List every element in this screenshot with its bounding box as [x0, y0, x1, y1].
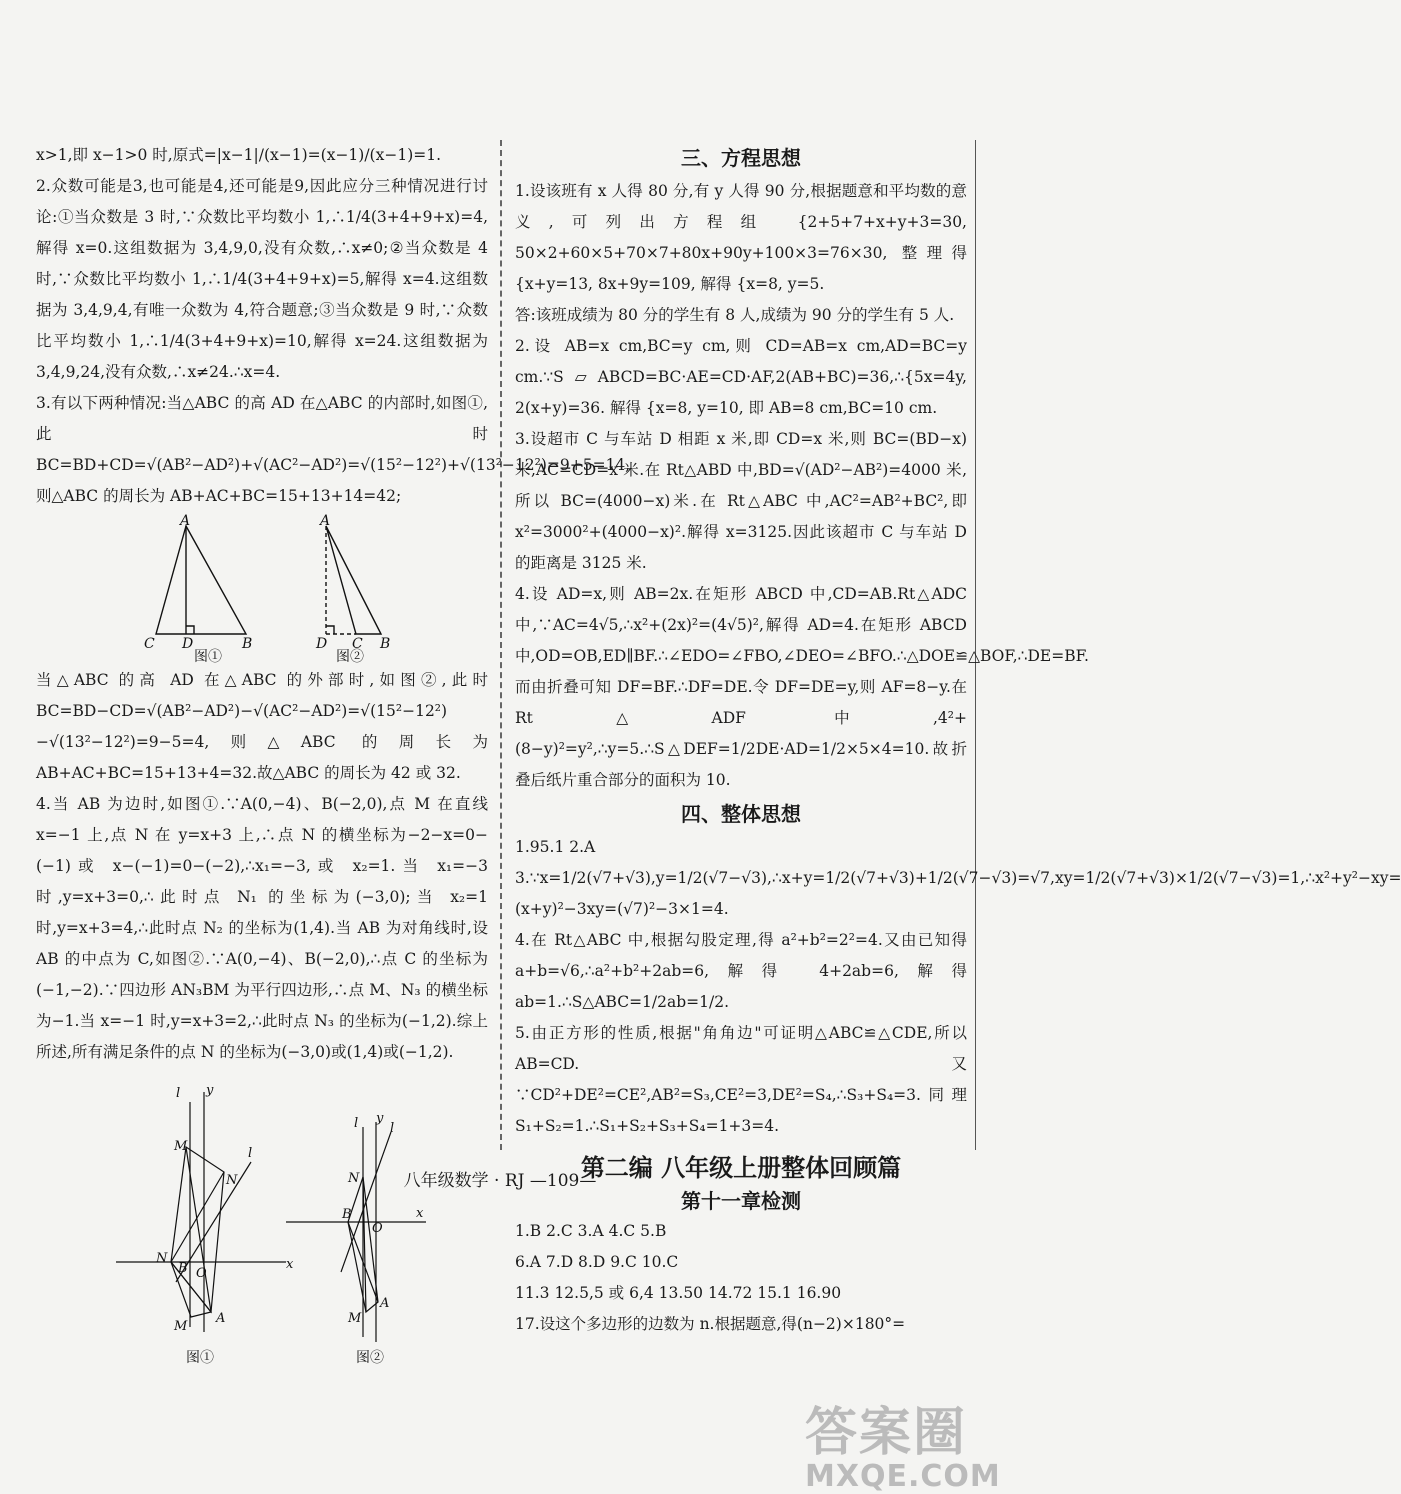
paragraph: 3.设超市 C 与车站 D 相距 x 米,即 CD=x 米,则 BC=(BD−x)米,AC=CD=x 米.在 Rt△ABD 中,BD=√(AD²−AB²)=4000 米,所以 BC=(4000−x)米.在 Rt△ABC 中,AC²=AB²+BC²,即 x²=3000²+(4000−x)².解得 x=3125.因此该超市 C 与车站 D 的距离是 3125 米. — [515, 430, 967, 572]
svg-text:M: M — [174, 1319, 188, 1334]
triangle-figures — [36, 513, 488, 665]
svg-text:C: C — [144, 636, 155, 652]
page-edge-line — [975, 140, 976, 1150]
svg-text:M: M — [174, 1139, 188, 1154]
svg-text:x: x — [416, 1206, 424, 1221]
paragraph: 5.由正方形的性质,根据"角角边"可证明△ABC≌△CDE,所以 AB=CD.又∵CD²+DE²=CE²,AB²=S₃,CE²=3,DE²=S₄,∴S₃+S₄=3.同理 S₁+S₂=1.∴S₁+S₂+S₃+S₄=1+3=4. — [515, 1024, 967, 1135]
svg-text:B: B — [178, 1261, 188, 1276]
svg-text:l: l — [390, 1121, 395, 1136]
figure-caption: 图① — [194, 649, 222, 665]
svg-text:y: y — [376, 1111, 384, 1126]
answer-line: 1.B 2.C 3.A 4.C 5.B — [515, 1222, 667, 1240]
svg-text:N: N — [226, 1173, 238, 1188]
svg-text:A: A — [216, 1311, 226, 1326]
svg-text:B: B — [242, 636, 253, 652]
svg-text:O: O — [372, 1221, 383, 1236]
svg-text:C: C — [352, 636, 363, 652]
paragraph: x>1,即 x−1>0 时,原式=|x−1|/(x−1)=(x−1)/(x−1)=1. — [36, 146, 442, 164]
paragraph: 答:该班成绩为 80 分的学生有 8 人,成绩为 90 分的学生有 5 人. — [515, 306, 955, 324]
part-heading: 第二编 八年级上册整体回顾篇 — [580, 1154, 902, 1182]
svg-text:N: N — [156, 1251, 168, 1266]
svg-text:l: l — [354, 1116, 359, 1131]
watermark-logo — [805, 1390, 1001, 1494]
svg-text:N: N — [348, 1171, 360, 1186]
figure-caption: 图② — [336, 649, 364, 665]
figure-caption: 图② — [356, 1350, 384, 1366]
svg-text:A: A — [380, 1296, 390, 1311]
figure-caption: 图① — [186, 1350, 214, 1366]
answer-line: 11.3 12.5,5 或 6,4 13.50 14.72 15.1 16.90 — [515, 1284, 842, 1302]
svg-text:B: B — [342, 1207, 352, 1222]
chapter-heading: 第十一章检测 — [681, 1189, 801, 1213]
svg-text:y: y — [206, 1083, 214, 1098]
svg-text:D: D — [182, 636, 194, 652]
paragraph: 4.在 Rt△ABC 中,根据勾股定理,得 a²+b²=2²=4.又由已知得 a+b=√6,∴a²+b²+2ab=6,解得 4+2ab=6,解得 ab=1.∴S△ABC=1/2ab=1/2. — [515, 931, 967, 1011]
paragraph: 1.设该班有 x 人得 80 分,有 y 人得 90 分,根据题意和平均数的意义,可列出方程组 {2+5+7+x+y+3=30, 50×2+60×5+70×7+80x+90y+100×3=76×30, 整理得 {x+y=13, 8x+9y=109, 解得 {x=8, y=5. — [515, 182, 967, 293]
paragraph: 当△ABC 的高 AD 在△ABC 的外部时,如图②,此时 BC=BD−CD=√(AB²−AD²)−√(AC²−AD²)=√(15²−12²)−√(13²−12²)=9−5=4,则△ABC 的周长为 AB+AC+BC=15+13+4=32.故△ABC 的周长为 42 或 32. — [36, 671, 488, 782]
svg-text:O: O — [196, 1266, 207, 1281]
svg-text:l: l — [176, 1086, 181, 1101]
coordinate-figures — [36, 1072, 488, 1377]
paragraph: 3.有以下两种情况:当△ABC 的高 AD 在△ABC 的内部时,如图①,此时 BC=BD+CD=√(AB²−AD²)+√(AC²−AD²)=√(15²−12²)+√(13²−12²)=9+5=14,则△ABC 的周长为 AB+AC+BC=15+13+14=42; — [36, 394, 631, 505]
section-heading: 四、整体思想 — [681, 802, 801, 826]
svg-text:B: B — [380, 636, 391, 652]
svg-text:A: A — [180, 513, 191, 529]
svg-text:l: l — [248, 1146, 253, 1161]
page-footer: 八年级数学 · RJ —109— — [403, 1171, 597, 1191]
paragraph: 2.众数可能是3,也可能是4,还可能是9,因此应分三种情况进行讨论:①当众数是 3 时,∵众数比平均数小 1,∴1/4(3+4+9+x)=4,解得 x=0.这组数据为 3,4,9,0,没有众数,∴x≠0;②当众数是 4 时,∵众数比平均数小 1,∴1/4(3+4+9+x)=5,解得 x=4.这组数据为 3,4,9,4,有唯一众数为 4,符合题意;③当众数是 9 时,∵众数比平均数小 1,∴1/4(3+4+9+x)=10,解得 x=24.这组数据为 3,4,9,24,没有众数,∴x≠24.∴x=4. — [36, 177, 488, 381]
paragraph: 4.当 AB 为边时,如图①.∵A(0,−4)、B(−2,0),点 M 在直线 x=−1 上,点 N 在 y=x+3 上,∴点 N 的横坐标为−2−x=0−(−1)或 x−(−1)=0−(−2),∴x₁=−3,或 x₂=1.当 x₁=−3 时,y=x+3=0,∴此时点 N₁ 的坐标为(−3,0);当 x₂=1 时,y=x+3=4,∴此时点 N₂ 的坐标为(1,4).当 AB 为对角线时,设 AB 的中点为 C,如图②.∵A(0,−4)、B(−2,0),∴点 C 的坐标为(−1,−2).∵四边形 AN₃BM 为平行四边形,∴点 M、N₃ 的横坐标为−1.当 x=−1 时,y=x+3=2,∴此时点 N₃ 的坐标为(−1,2).综上所述,所有满足条件的点 N 的坐标为(−3,0)或(1,4)或(−1,2). — [36, 795, 488, 1061]
svg-text:D: D — [316, 636, 328, 652]
coordinate-diagram — [36, 1072, 488, 1372]
paragraph: 2.设 AB=x cm,BC=y cm,则 CD=AB=x cm,AD=BC=y cm.∵S▱ABCD=BC·AE=CD·AF,2(AB+BC)=36,∴{5x=4y, 2(x+y)=36. 解得 {x=8, y=10, 即 AB=8 cm,BC=10 cm. — [515, 337, 967, 417]
paragraph: 4.设 AD=x,则 AB=2x.在矩形 ABCD 中,CD=AB.Rt△ADC 中,∵AC=4√5,∴x²+(2x)²=(4√5)²,解得 AD=4.在矩形 ABCD 中,OD=OB,ED∥BF.∴∠EDO=∠FBO,∠DEO=∠BFO.∴△DOE≌△BOF,∴DE=BF.而由折叠可知 DF=BF.∴DF=DE.令 DF=DE=y,则 AF=8−y.在 Rt△ADF 中,4²+(8−y)²=y²,∴y=5.∴S△DEF=1/2DE·AD=1/2×5×4=10.故折叠后纸片重合部分的面积为 10. — [515, 585, 1089, 789]
watermark-text: 答案圈 — [805, 1403, 968, 1463]
svg-text:M: M — [348, 1311, 362, 1326]
triangle-diagram — [36, 513, 488, 665]
paragraph: 1.95.1 2.A — [515, 838, 596, 856]
answer-line: 17.设这个多边形的边数为 n.根据题意,得(n−2)×180°= — [515, 1315, 906, 1333]
watermark-url: MXQE.COM — [805, 1459, 1001, 1494]
answer-line: 6.A 7.D 8.D 9.C 10.C — [515, 1253, 679, 1271]
column-divider — [500, 140, 502, 1150]
right-column — [515, 140, 1401, 1340]
svg-text:A: A — [320, 513, 331, 529]
section-heading: 三、方程思想 — [681, 146, 801, 170]
paragraph: 3.∵x=1/2(√7+√3),y=1/2(√7−√3),∴x+y=1/2(√7+√3)+1/2(√7−√3)=√7,xy=1/2(√7+√3)×1/2(√7−√3)=1,∴x²+y²−xy=(x+y)²−3xy=(√7)²−3×1=4. — [515, 869, 1401, 918]
svg-text:x: x — [286, 1257, 294, 1272]
